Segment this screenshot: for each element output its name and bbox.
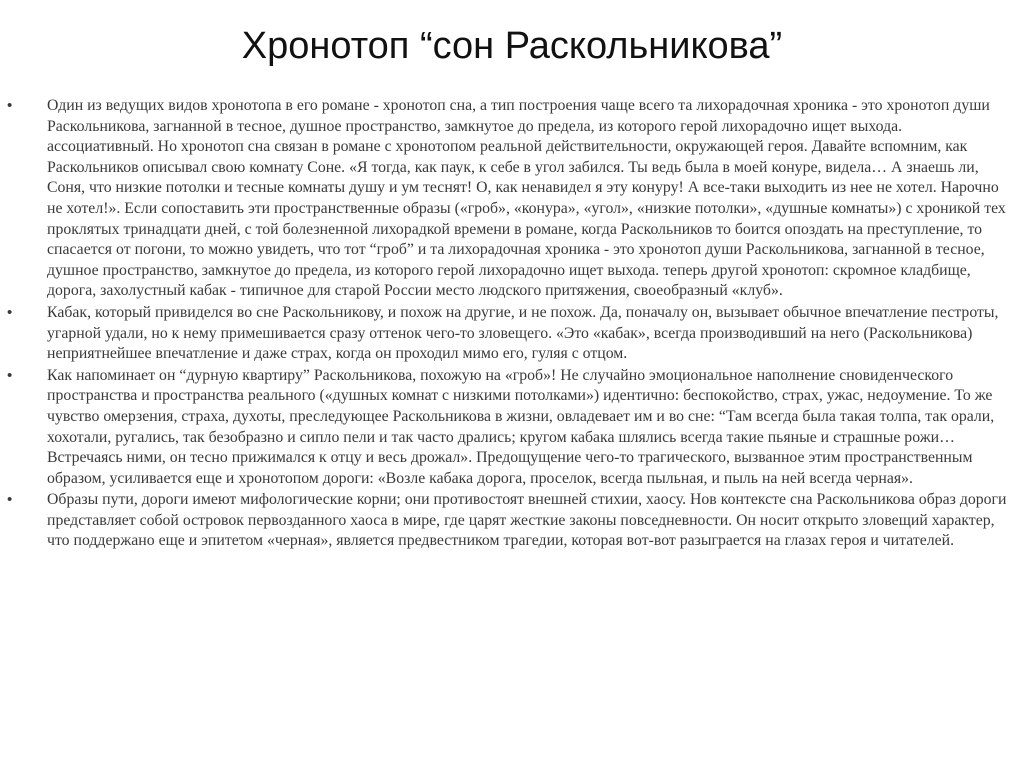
bullet-marker: • <box>7 491 13 509</box>
bullet-item <box>7 303 1007 365</box>
bullet-item <box>7 96 1007 302</box>
bullet-item <box>7 490 1007 552</box>
bullet-list <box>7 96 1007 553</box>
bullet-text: Как напоминает он “дурную квартиру” Раскольникова, похожую на «гроб»! Не случайно эмоциональное наполнение сновиденческого пространства и пространства реального («душных комнат с низкими потолками») идентично: беспокойство, страх, ужас, недоумение. То же чувство омерзения, страха, духоты, преследующее Раскольникова в жизни, овладевает им и во сне: “Там всегда была такая толпа, так орали, хохотали, ругались, так безобразно и сипло пели и так часто дрались; кругом кабака шлялись всегда такие пьяные и страшные рожи… Встречаясь ними, он тесно прижимался к отцу и весь дрожал». Предощущение чего-то трагического, вызванное этим пространственным образом, усиливается еще и хронотопом дороги: «Возле кабака дорога, проселок, всегда пыльная, и пыль на ней всегда черная». <box>47 366 995 487</box>
bullet-text: Один из ведущих видов хронотопа в его романе - хронотоп сна, а тип построения чаще всего та лихорадочная хроника - это хронотоп души Раскольникова, загнанной в тесное, душное пространство, замкнутое до предела, из которого герой лихорадочно ищет выхода. ассоциативный. Но хронотоп сна связан в романе с хронотопом реальной действительности, окружающей героя. Давайте вспомним, как Раскольников описывал свою комнату Соне. «Я тогда, как паук, к себе в угол забился. Ты ведь была в моей конуре, видела… А знаешь ли, Соня, что низкие потолки и тесные комнаты душу и ум теснят! О, как ненавидел я эту конуру! А все-таки выходить из нее не хотел. Нарочно не хотел!». Если сопоставить эти пространственные образы («гроб», «конура», «угол», «низкие потолки», «душные комнаты») с хроникой тех проклятых тринадцати дней, с той болезненной лихорадкой времени в романе, когда Раскольников то боится опоздать на преступление, то спасается от погони, то можно увидеть, что тот “гроб” и та лихорадочная хроника - это хронотоп души Раскольникова, загнанной в тесное, душное пространство, замкнутое до предела, из которого герой лихорадочно ищет выхода. теперь другой хронотоп: скромное кладбище, дорога, захолустный кабак - типичное для старой России место людского притяжения, своеобразный «клуб». <box>47 97 1006 300</box>
bullet-text: Образы пути, дороги имеют мифологические корни; они противостоят внешней стихии, хаосу. Нов контексте сна Раскольникова образ дороги представляет собой островок первозданного хаоса в мире, где царят жесткие законы повседневности. Он носит открыто зловещий характер, что поддержано еще и эпитетом «черная», является предвестником трагедии, которая вот-вот разыграется на глазах героя и читателей. <box>47 491 1007 550</box>
slide-title: Хронотоп “сон Раскольникова” <box>241 25 783 67</box>
bullet-marker: • <box>7 97 13 114</box>
bullet-marker: • <box>7 303 13 321</box>
bullet-marker: • <box>7 366 13 384</box>
bullet-text: Кабак, который привиделся во сне Раскольникову, и похож на другие, и не похож. Да, поначалу он, вызывает обычное впечатление пестроты, угарной удали, но к нему примешивается сразу оттенок чего-то зловещего. «Это «кабак», всегда производивший на него (Раскольникова) неприятнейшее впечатление и даже страх, когда он проходил мимо его, гуляя с отцом. <box>47 303 999 363</box>
bullet-item <box>7 366 1007 490</box>
